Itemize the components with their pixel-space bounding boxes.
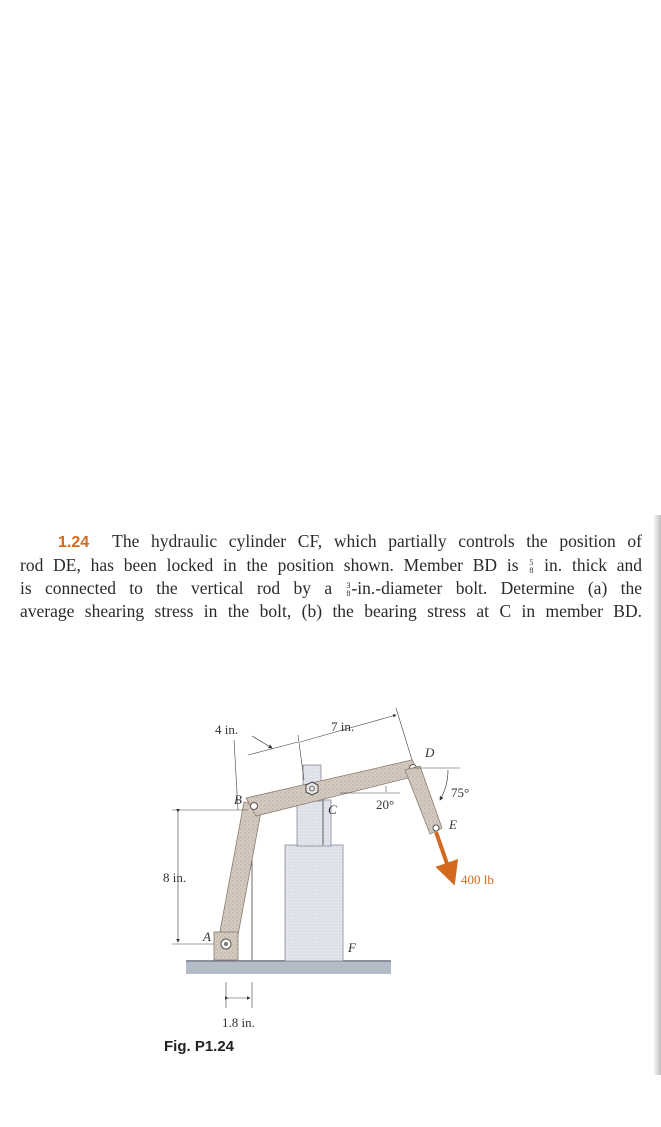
label-c: C [328, 802, 337, 817]
fraction-denominator: 8 [529, 565, 534, 575]
bolt-c [306, 782, 318, 795]
fraction-bolt [346, 582, 350, 598]
dim-4in-line [248, 742, 298, 755]
label-8in: 8 in. [163, 870, 187, 885]
member-ab [218, 802, 262, 946]
label-20deg: 20° [376, 797, 395, 812]
label-b: B [234, 792, 242, 807]
problem-line-1 [20, 530, 642, 554]
problem-line-2 [20, 554, 642, 577]
cylinder-cap [297, 800, 331, 846]
pin-e [433, 825, 439, 831]
problem-text-3b: -in.-diameter bolt. Determine (a) the [351, 578, 643, 598]
dim-4in-arrow [252, 736, 272, 748]
problem-text-2b: in. thick and [544, 555, 643, 575]
member-de [405, 766, 442, 834]
fraction-thickness [529, 559, 533, 575]
force-arrow [436, 832, 452, 878]
pin-a-inner [224, 942, 228, 946]
problem-text-1: The hydraulic cylinder CF, which partially controls the position of [112, 531, 642, 551]
angle-75-arc [440, 770, 448, 800]
label-75deg: 75° [451, 785, 470, 800]
problem-text-3a: is connected to the vertical rod by a [20, 578, 333, 598]
dim-7in-ext [396, 708, 412, 760]
label-f: F [348, 940, 356, 955]
label-force: 400 lb [461, 872, 494, 887]
label-7in: 7 in. [331, 719, 355, 734]
problem-statement [20, 530, 642, 623]
fraction-denominator: 8 [346, 588, 351, 598]
problem-line-3 [20, 577, 642, 600]
cylinder-body [285, 845, 343, 961]
pin-b [251, 803, 258, 810]
problem-line-4: average shearing stress in the bolt, (b) the bearing stress at C in member BD. [20, 601, 642, 621]
fraction-numerator: 3 [346, 580, 351, 590]
label-e: E [449, 817, 457, 832]
label-d: D [425, 745, 435, 760]
problem-text-2a: rod DE, has been locked in the position shown. Member BD is [20, 555, 519, 575]
mechanism-figure [0, 700, 661, 1040]
fraction-numerator: 5 [529, 557, 534, 567]
label-4in: 4 in. [215, 722, 239, 737]
ground [186, 960, 391, 974]
label-a: A [203, 929, 211, 944]
label-18in: 1.8 in. [222, 1015, 255, 1030]
problem-number: 1.24 [58, 534, 90, 551]
figure-caption: Fig. P1.24 [164, 1038, 235, 1055]
